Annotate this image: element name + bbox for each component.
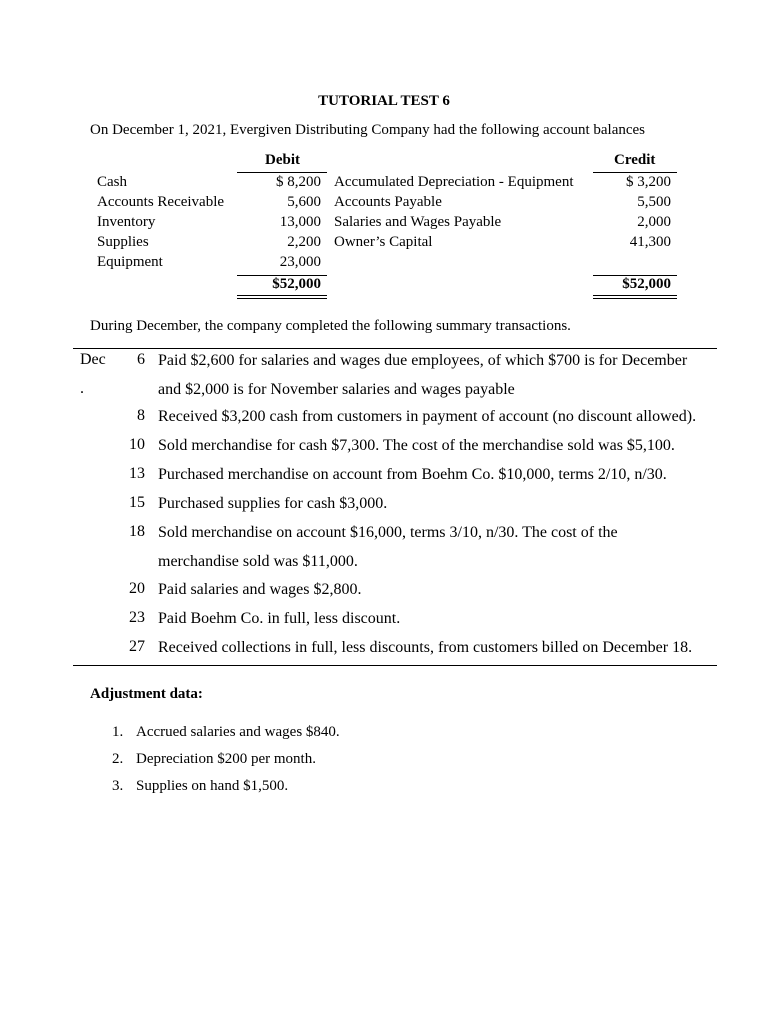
transaction-description: Received collections in full, less discounts, from customers billed on December 18.	[158, 639, 693, 656]
debit-total-double-rule	[237, 295, 327, 299]
debit-total: $52,000	[272, 276, 321, 292]
credit-header-rule	[593, 172, 677, 173]
transaction-day: 27	[129, 638, 145, 655]
transaction-day: 15	[129, 494, 145, 511]
adjustment-number: 2.	[112, 751, 124, 767]
debit-account-amount: 23,000	[279, 254, 321, 270]
credit-total: $52,000	[622, 276, 671, 292]
credit-header: Credit	[614, 152, 656, 168]
adjustment-text: Depreciation $200 per month.	[136, 751, 316, 767]
adjustment-number: 3.	[112, 778, 124, 794]
adjustment-text: Accrued salaries and wages $840.	[136, 724, 340, 740]
debit-account-name: Accounts Receivable	[97, 194, 225, 210]
transaction-description: Sold merchandise on account $16,000, terms 3/10, n/30. The cost of the merchandise sold was $11,000.	[158, 524, 618, 570]
debit-account-amount: 2,200	[287, 234, 321, 250]
transaction-description: Sold merchandise for cash $7,300. The cost of the merchandise sold was $5,100.	[158, 437, 675, 454]
credit-account-name: Owner’s Capital	[334, 234, 433, 250]
transaction-day: 23	[129, 609, 145, 626]
transaction-description: Paid $2,600 for salaries and wages due employees, of which $700 is for December and $2,000 is for November salaries and wages payable	[158, 352, 688, 398]
transaction-description: Purchased supplies for cash $3,000.	[158, 495, 388, 512]
transaction-day: 13	[129, 465, 145, 482]
transactions-list	[73, 348, 717, 666]
transaction-day: 10	[129, 436, 145, 453]
credit-account-amount: $ 3,200	[626, 174, 671, 190]
debit-header: Debit	[265, 152, 300, 168]
debit-account-name: Inventory	[97, 214, 156, 230]
credit-account-name: Accounts Payable	[334, 194, 442, 210]
debit-header-rule	[237, 172, 327, 173]
credit-account-name: Salaries and Wages Payable	[334, 214, 502, 230]
credit-account-amount: 2,000	[637, 214, 671, 230]
transaction-day: 18	[129, 523, 145, 540]
transaction-day: 8	[137, 407, 145, 424]
debit-account-name: Cash	[97, 174, 127, 190]
transaction-day: 6	[137, 351, 145, 368]
debit-account-amount: 5,600	[287, 194, 321, 210]
transactions-intro: During December, the company completed the following summary transactions.	[90, 318, 571, 334]
credit-account-amount: 5,500	[637, 194, 671, 210]
adjustment-number: 1.	[112, 724, 124, 740]
transaction-description: Paid Boehm Co. in full, less discount.	[158, 610, 401, 627]
document-title: TUTORIAL TEST 6	[318, 93, 450, 109]
transaction-month-dot: .	[80, 380, 84, 397]
debit-account-amount: $ 8,200	[276, 174, 321, 190]
transaction-description: Purchased merchandise on account from Boehm Co. $10,000, terms 2/10, n/30.	[158, 466, 667, 483]
transaction-month: Dec	[80, 351, 106, 368]
adjustment-text: Supplies on hand $1,500.	[136, 778, 289, 794]
transaction-description: Paid salaries and wages $2,800.	[158, 581, 362, 598]
adjustment-data-title: Adjustment data:	[90, 686, 203, 702]
credit-account-name: Accumulated Depreciation - Equipment	[334, 174, 574, 190]
debit-account-amount: 13,000	[279, 214, 321, 230]
transaction-description: Received $3,200 cash from customers in payment of account (no discount allowed).	[158, 408, 697, 425]
credit-account-amount: 41,300	[629, 234, 671, 250]
transaction-day: 20	[129, 580, 145, 597]
credit-total-double-rule	[593, 295, 677, 299]
debit-account-name: Equipment	[97, 254, 163, 270]
intro-text: On December 1, 2021, Evergiven Distributing Company had the following account balances	[90, 122, 645, 138]
account-balances-table	[0, 0, 768, 300]
debit-account-name: Supplies	[97, 234, 149, 250]
